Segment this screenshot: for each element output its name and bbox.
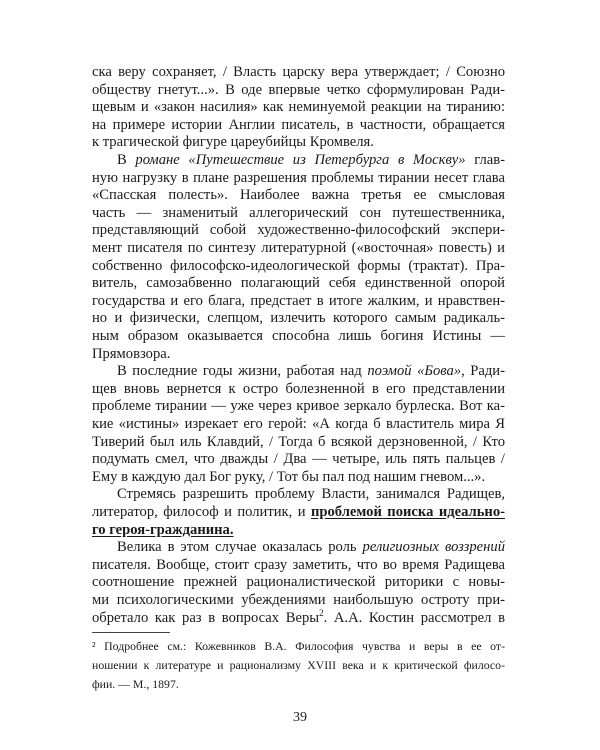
text-run: проблеме тирании — уже через кривое зеркало бурлеска. Вот ка-: [92, 398, 505, 415]
text-run: ска веру сохраняет, / Власть царску вера утверждает; / Союзно: [92, 64, 505, 80]
text-run: ную нагрузку в плане разрешения проблемы тирании несет глава: [92, 169, 505, 186]
text-run: . А.А. Костин рассмотрел в: [323, 609, 505, 626]
text-run: Стремясь разрешить проблему Власти, занимался Радищев,: [117, 486, 505, 503]
footnote-ref: 2: [319, 607, 324, 618]
page-number: 39: [293, 710, 307, 725]
text-run: религиозных воззрений: [362, 539, 505, 556]
text-run: щев вновь вернется к остро болезненной в его представлении: [92, 380, 505, 397]
text-run: глав-: [465, 152, 505, 168]
text-run: Прямовзора.: [92, 345, 171, 362]
text-run: представляющий собой художественно-философский экспери-: [92, 222, 505, 239]
text-run: обществу гнетут...». В оде впервые четко сформулирован Ради-: [92, 81, 505, 98]
text-run: государства и его блага, предстает в итоге жалким, и нравствен-: [92, 292, 505, 309]
text-run: , Ради-: [461, 363, 505, 380]
text-run: щевым и «закон насилия» как неминуемой реакции на тиранию:: [92, 99, 505, 116]
text-run: литератор, философ и политик, и: [92, 504, 311, 520]
text-run: ным образом оказывается способна лишь богиня Истины —: [92, 328, 505, 344]
text-run: часть — знаменитый аллегорический сон путешественника,: [92, 204, 505, 221]
text-run: на примере истории Англии писатель, в частности, обращается: [92, 116, 505, 133]
text-run: к трагической фигуре цареубийцы Кромвеля.: [92, 134, 374, 151]
text-run: ми психологическими убеждениями наибольшую остроту при-: [92, 592, 505, 608]
text-run: соотношение прежней рационалистической риторики с новы-: [92, 574, 505, 591]
text-run: В: [117, 152, 136, 168]
text-run: Велика в этом случае оказалась роль: [117, 539, 363, 556]
text-run: витель, самозабвенно полагающий себя единственной опорой: [92, 275, 505, 292]
footnote-line: фии. — М., 1897.: [92, 677, 179, 691]
footnote-line: ² Подробнее см.: Кожевников В.А. Философия чувства и веры в ее от-: [92, 639, 505, 653]
text-run: но и физически, слепцом, излечить которого самым радикаль-: [92, 310, 505, 327]
text-run: собственно философско-идеологической формы (трактат). Пра-: [92, 257, 505, 274]
text-run: писателя. Вообще, стоит сразу заметить, что во время Радищева: [92, 556, 505, 573]
text-run: обретало как раз в вопросах Веры: [92, 609, 320, 626]
text-run: го героя-гражданина.: [92, 521, 234, 538]
text-run: романе «Путешествие из Петербурга в Москву»: [135, 152, 466, 168]
text-run: проблемой поиска идеально-: [310, 504, 505, 520]
text-run: подумать смел, что дважды / Два — четыре, иль пять пальцев /: [92, 451, 505, 468]
text-run: Тиверий был иль Клавдий, / Тогда б всякой дерзновенной, / Кто: [92, 433, 505, 450]
footnote-line: ношении к литературе и рационализму XVIII века и к критической филосо-: [92, 658, 505, 672]
text-run: кие «истины» изрекает его герой: «А когда б властитель мира Я: [92, 416, 505, 432]
text-run: мент писателя по синтезу литературной («восточная» повесть) и: [92, 240, 505, 256]
text-run: В последние годы жизни, работая над: [117, 363, 368, 380]
text-run: Ему в каждую дал Бог руку, / Тот бы пал под нашим гневом...».: [92, 468, 486, 485]
text-run: «Спасская полесть». Наиболее важна третья ее смысловая: [92, 187, 505, 204]
text-run: поэмой «Бова»: [367, 363, 462, 380]
